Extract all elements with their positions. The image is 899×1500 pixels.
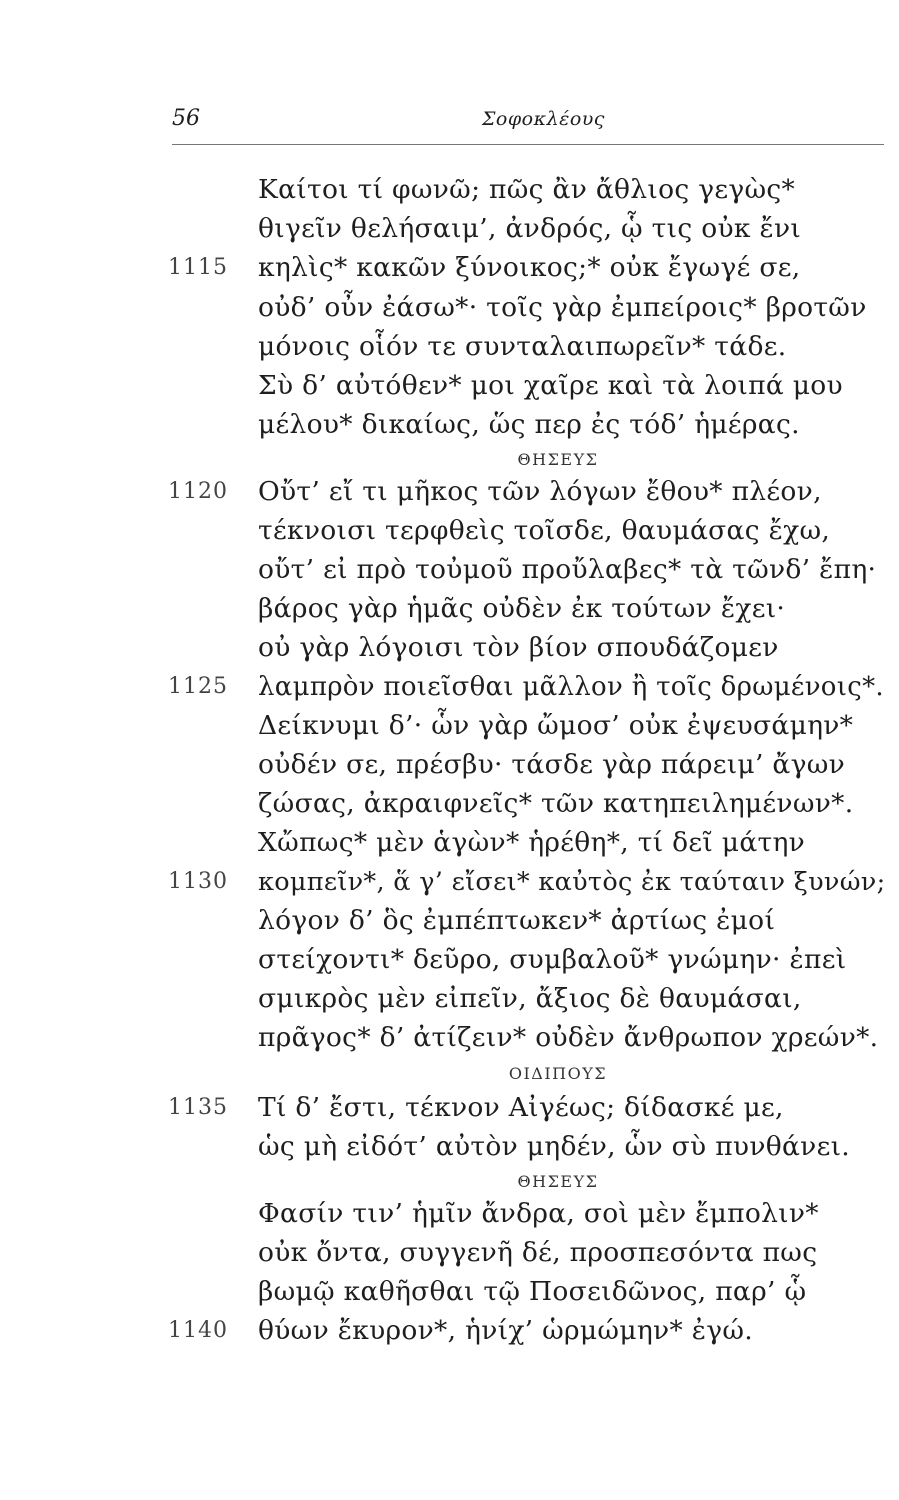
verse-line: Καίτοι τί φωνῶ; πῶς ἂν ἄθλιος γεγὼς* (258, 174, 796, 205)
verse-line: σμικρὸς μὲν εἰπεῖν, ἄξιος δὲ θαυμάσαι, (258, 983, 802, 1014)
verse-line: οὔτ’ εἰ πρὸ τοὐμοῦ προὔλαβες* τὰ τῶνδ’ ἔπη· (258, 554, 877, 585)
verse-line: λαμπρὸν ποιεῖσθαι μᾶλλον ἢ τοῖς δρωμένοις*. (258, 672, 884, 702)
verse-line: Οὔτ’ εἴ τι μῆκος τῶν λόγων ἔθου* πλέον, (258, 476, 822, 507)
line-number: 1135 (168, 1095, 228, 1120)
verse-line: Σὺ δ’ αὐτόθεν* μοι χαῖρε καὶ τὰ λοιπά μου (258, 370, 843, 401)
verse-line: οὐδ’ οὖν ἐάσω*· τοῖς γὰρ ἐμπείροις* βροτῶν (258, 292, 867, 323)
verse-line: κηλὶς* κακῶν ξύνοικος;* οὐκ ἔγωγέ σε, (258, 252, 801, 283)
verse-line: βωμῷ καθῆσθαι τῷ Ποσειδῶνος, παρ’ ᾧ (258, 1276, 807, 1307)
verse-line: μέλου* δικαίως, ὥς περ ἐς τόδ’ ἡμέρας. (258, 409, 800, 440)
verse-line: μόνοις οἷόν τε συνταλαιπωρεῖν* τάδε. (258, 331, 787, 362)
verse-line: οὐκ ὄντα, συγγενῆ δέ, προσπεσόντα πως (258, 1237, 818, 1268)
verse-line: λόγον δ’ ὃς ἐμπέπτωκεν* ἀρτίως ἐμοί (258, 905, 776, 936)
page-header (172, 104, 884, 145)
verse-line: βάρος γὰρ ἡμᾶς οὐδὲν ἐκ τούτων ἔχει· (258, 593, 786, 624)
verse-line: θιγεῖν θελήσαιμ’, ἀνδρός, ᾧ τις οὐκ ἔνι (258, 213, 802, 244)
verse-line: πρᾶγος* δ’ ἀτίζειν* οὐδὲν ἄνθρωπον χρεών*. (258, 1022, 879, 1053)
running-head: Σοφοκλέους (482, 108, 605, 130)
verse-line: Τί δ’ ἔστι, τέκνον Αἰγέως; δίδασκέ με, (258, 1092, 784, 1123)
verse-line: Χὤπως* μὲν ἁγὼν* ἡρέθη*, τί δεῖ μάτην (258, 827, 806, 858)
verse-line: Φασίν τιν’ ἡμῖν ἄνδρα, σοὶ μὲν ἔμπολιν* (258, 1198, 819, 1229)
speaker-label: ΟΙΔΙΠΟΥΣ (508, 1064, 608, 1083)
speaker-label: ΘΗΣΕΥΣ (517, 450, 599, 469)
verse-line: στείχοντι* δεῦρο, συμβαλοῦ* γνώμην· ἐπεὶ (258, 944, 847, 975)
line-number: 1130 (168, 869, 228, 894)
page-number: 56 (172, 106, 200, 131)
speaker-label: ΘΗΣΕΥΣ (517, 1172, 599, 1191)
line-number: 1115 (168, 255, 228, 280)
line-number: 1140 (168, 1318, 228, 1343)
verse-line: κομπεῖν*, ἅ γ’ εἴσει* καὐτὸς ἐκ ταύταιν ξυνών; (258, 867, 886, 897)
verse-line: οὐδέν σε, πρέσβυ· τάσδε γὰρ πάρειμ’ ἄγων (258, 749, 846, 780)
line-number: 1120 (168, 479, 228, 504)
line-number: 1125 (168, 674, 228, 699)
verse-line: ζώσας, ἀκραιφνεῖς* τῶν κατηπειλημένων*. (258, 788, 854, 819)
verse-line: τέκνοισι τερφθεὶς τοῖσδε, θαυμάσας ἔχω, (258, 515, 831, 546)
verse-line: θύων ἔκυρον*, ἡνίχ’ ὡρμώμην* ἐγώ. (258, 1315, 754, 1346)
verse-line: οὐ γὰρ λόγοισι τὸν βίον σπουδάζομεν (258, 632, 779, 663)
verse-line: ὡς μὴ εἰδότ’ αὐτὸν μηδέν, ὧν σὺ πυνθάνει. (258, 1131, 851, 1162)
verse-line: Δείκνυμι δ’· ὧν γὰρ ὤμοσ’ οὐκ ἐψευσάμην* (258, 710, 854, 741)
